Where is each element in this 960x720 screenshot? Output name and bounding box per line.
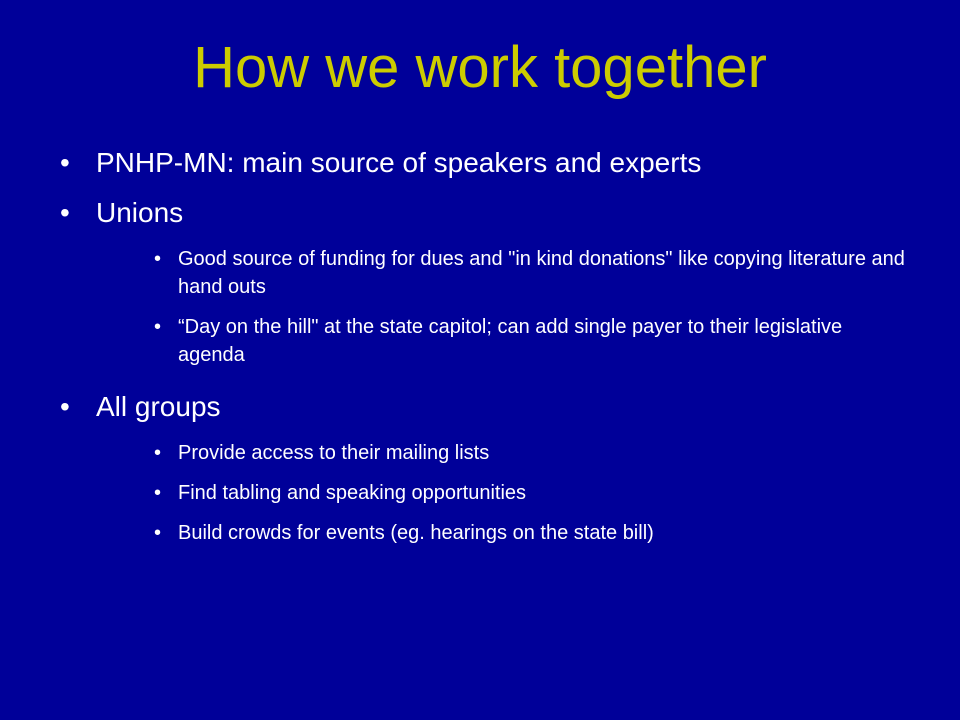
spacer — [60, 381, 910, 389]
sub-bullet-item — [154, 245, 914, 301]
bullet-text: All groups — [96, 391, 221, 422]
bullet-item-pnhp — [60, 145, 910, 181]
sub-bullet-item — [154, 313, 914, 369]
bullet-icon: • — [154, 442, 162, 464]
bullet-text: Unions — [96, 197, 184, 228]
bullet-icon: • — [154, 316, 162, 338]
sub-bullet-item — [154, 479, 914, 507]
sub-bullet-item — [154, 439, 914, 467]
sub-bullet-text: Provide access to their mailing lists — [178, 442, 490, 464]
bullet-item-all-groups — [60, 389, 910, 425]
sub-bullet-list-unions — [154, 245, 914, 369]
sub-bullet-item — [154, 519, 914, 547]
bullet-item-unions — [60, 195, 910, 231]
sub-bullet-text: Build crowds for events (eg. hearings on the state bill) — [178, 522, 654, 544]
slide-body — [60, 145, 910, 559]
bullet-icon: • — [154, 248, 162, 270]
bullet-icon: • — [60, 147, 70, 178]
bullet-icon: • — [60, 391, 70, 422]
bullet-icon: • — [154, 522, 162, 544]
bullet-icon: • — [60, 197, 70, 228]
bullet-text: PNHP-MN: main source of speakers and experts — [96, 147, 702, 178]
sub-bullet-text: Good source of funding for dues and "in kind donations" like copying literature and hand outs — [178, 248, 905, 298]
bullet-icon: • — [154, 482, 162, 504]
slide-title: How we work together — [193, 35, 767, 100]
sub-bullet-text: “Day on the hill" at the state capitol; can add single payer to their legislative agenda — [178, 316, 843, 366]
sub-bullet-text: Find tabling and speaking opportunities — [178, 482, 527, 504]
sub-bullet-list-all-groups — [154, 439, 914, 547]
